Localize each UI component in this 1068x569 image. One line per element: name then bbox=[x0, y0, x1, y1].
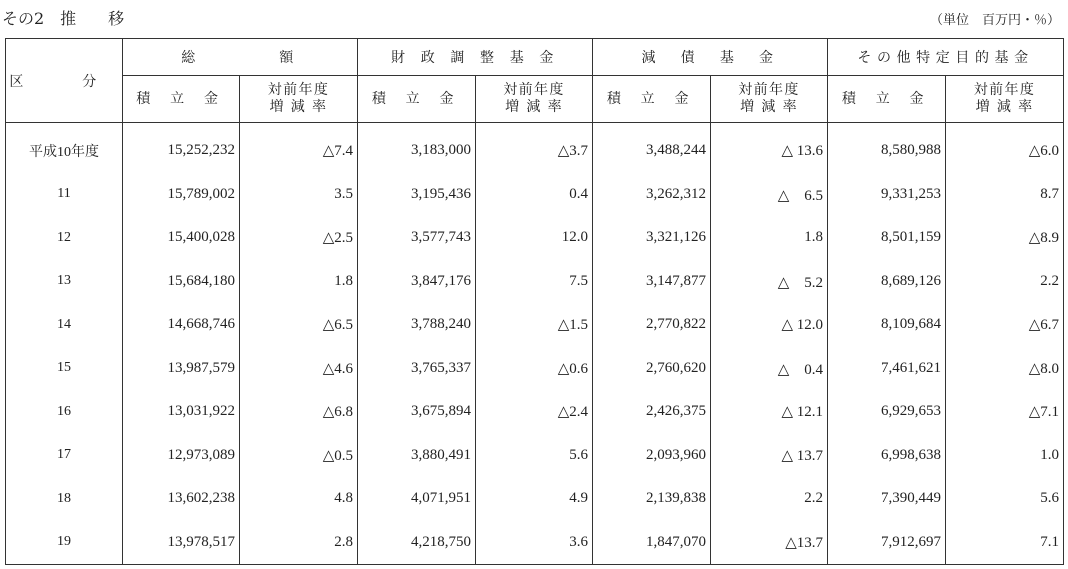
table-row bbox=[6, 390, 1064, 434]
row-year: 19 bbox=[6, 521, 123, 565]
cell-fiscal-amount: 3,195,436 bbox=[358, 173, 476, 217]
table-row bbox=[6, 477, 1064, 521]
cell-total-amount: 15,400,028 bbox=[123, 216, 240, 260]
header-row-sub bbox=[6, 76, 1064, 123]
cell-debt-rate: △ 5.2 bbox=[711, 260, 828, 304]
cell-fiscal-amount: 3,880,491 bbox=[358, 434, 476, 478]
header-amount: 積 立 金 bbox=[123, 76, 240, 123]
cell-total-rate: △7.4 bbox=[240, 123, 358, 173]
cell-total-amount: 13,978,517 bbox=[123, 521, 240, 565]
cell-fiscal-amount: 3,675,894 bbox=[358, 390, 476, 434]
table-row bbox=[6, 521, 1064, 565]
table-row bbox=[6, 347, 1064, 391]
cell-other-amount: 9,331,253 bbox=[828, 173, 946, 217]
cell-debt-amount: 2,139,838 bbox=[593, 477, 711, 521]
cell-debt-rate: △ 13.6 bbox=[711, 123, 828, 173]
cell-total-amount: 14,668,746 bbox=[123, 303, 240, 347]
cell-fiscal-rate: △2.4 bbox=[476, 390, 593, 434]
fund-trend-table bbox=[5, 38, 1064, 565]
cell-other-amount: 7,390,449 bbox=[828, 477, 946, 521]
table-row bbox=[6, 173, 1064, 217]
cell-other-rate: △8.0 bbox=[946, 347, 1064, 391]
cell-total-amount: 13,987,579 bbox=[123, 347, 240, 391]
cell-fiscal-amount: 4,218,750 bbox=[358, 521, 476, 565]
cell-fiscal-rate: 5.6 bbox=[476, 434, 593, 478]
cell-total-rate: △6.5 bbox=[240, 303, 358, 347]
cell-total-rate: △2.5 bbox=[240, 216, 358, 260]
cell-other-amount: 6,929,653 bbox=[828, 390, 946, 434]
cell-debt-amount: 2,770,822 bbox=[593, 303, 711, 347]
cell-debt-rate: 1.8 bbox=[711, 216, 828, 260]
cell-debt-amount: 2,760,620 bbox=[593, 347, 711, 391]
cell-debt-rate: △13.7 bbox=[711, 521, 828, 565]
row-year: 平成10年度 bbox=[6, 123, 123, 173]
cell-fiscal-amount: 3,577,743 bbox=[358, 216, 476, 260]
row-year: 17 bbox=[6, 434, 123, 478]
row-year: 16 bbox=[6, 390, 123, 434]
row-year: 14 bbox=[6, 303, 123, 347]
cell-total-amount: 13,602,238 bbox=[123, 477, 240, 521]
row-year: 18 bbox=[6, 477, 123, 521]
cell-total-rate: 4.8 bbox=[240, 477, 358, 521]
header-kubun: 区 分 bbox=[6, 39, 123, 123]
header-amount: 積 立 金 bbox=[593, 76, 711, 123]
cell-fiscal-rate: △1.5 bbox=[476, 303, 593, 347]
cell-debt-rate: △ 6.5 bbox=[711, 173, 828, 217]
cell-total-rate: △6.8 bbox=[240, 390, 358, 434]
cell-fiscal-amount: 4,071,951 bbox=[358, 477, 476, 521]
cell-other-rate: 8.7 bbox=[946, 173, 1064, 217]
table-row bbox=[6, 123, 1064, 173]
header-rate: 対前年度 増 減 率 bbox=[476, 76, 593, 123]
header-row-groups bbox=[6, 39, 1064, 76]
cell-debt-rate: △ 0.4 bbox=[711, 347, 828, 391]
cell-fiscal-rate: 3.6 bbox=[476, 521, 593, 565]
table-row bbox=[6, 260, 1064, 304]
header-debt-reduction-fund: 減 債 基 金 bbox=[593, 39, 828, 76]
cell-debt-amount: 2,093,960 bbox=[593, 434, 711, 478]
cell-fiscal-rate: △0.6 bbox=[476, 347, 593, 391]
cell-total-rate: △4.6 bbox=[240, 347, 358, 391]
cell-debt-rate: 2.2 bbox=[711, 477, 828, 521]
cell-debt-rate: △ 12.1 bbox=[711, 390, 828, 434]
cell-total-rate: 3.5 bbox=[240, 173, 358, 217]
cell-total-amount: 15,789,002 bbox=[123, 173, 240, 217]
header-fiscal-adjustment-fund: 財 政 調 整 基 金 bbox=[358, 39, 593, 76]
cell-fiscal-rate: 0.4 bbox=[476, 173, 593, 217]
section-title: その2 推 移 bbox=[2, 9, 125, 28]
cell-fiscal-amount: 3,788,240 bbox=[358, 303, 476, 347]
cell-other-rate: △6.0 bbox=[946, 123, 1064, 173]
cell-debt-rate: △ 13.7 bbox=[711, 434, 828, 478]
cell-total-rate: 1.8 bbox=[240, 260, 358, 304]
header-rate: 対前年度 増 減 率 bbox=[946, 76, 1064, 123]
header-rate: 対前年度 増 減 率 bbox=[711, 76, 828, 123]
cell-other-amount: 8,689,126 bbox=[828, 260, 946, 304]
cell-other-amount: 8,109,684 bbox=[828, 303, 946, 347]
cell-other-rate: 2.2 bbox=[946, 260, 1064, 304]
cell-other-amount: 8,580,988 bbox=[828, 123, 946, 173]
unit-note: （単位 百万円・％） bbox=[929, 13, 1060, 28]
table-row bbox=[6, 216, 1064, 260]
row-year: 12 bbox=[6, 216, 123, 260]
header-amount: 積 立 金 bbox=[828, 76, 946, 123]
cell-total-amount: 15,252,232 bbox=[123, 123, 240, 173]
cell-other-rate: △7.1 bbox=[946, 390, 1064, 434]
cell-other-rate: 1.0 bbox=[946, 434, 1064, 478]
cell-fiscal-amount: 3,183,000 bbox=[358, 123, 476, 173]
row-year: 13 bbox=[6, 260, 123, 304]
cell-other-amount: 7,461,621 bbox=[828, 347, 946, 391]
table-row bbox=[6, 434, 1064, 478]
cell-other-amount: 6,998,638 bbox=[828, 434, 946, 478]
cell-debt-amount: 2,426,375 bbox=[593, 390, 711, 434]
cell-other-rate: 5.6 bbox=[946, 477, 1064, 521]
cell-other-rate: △8.9 bbox=[946, 216, 1064, 260]
cell-other-amount: 7,912,697 bbox=[828, 521, 946, 565]
cell-total-amount: 13,031,922 bbox=[123, 390, 240, 434]
cell-debt-amount: 3,147,877 bbox=[593, 260, 711, 304]
cell-other-rate: △6.7 bbox=[946, 303, 1064, 347]
cell-total-rate: △0.5 bbox=[240, 434, 358, 478]
cell-fiscal-rate: 12.0 bbox=[476, 216, 593, 260]
cell-debt-amount: 3,321,126 bbox=[593, 216, 711, 260]
header-amount: 積 立 金 bbox=[358, 76, 476, 123]
cell-total-amount: 15,684,180 bbox=[123, 260, 240, 304]
cell-debt-rate: △ 12.0 bbox=[711, 303, 828, 347]
cell-fiscal-rate: △3.7 bbox=[476, 123, 593, 173]
cell-fiscal-rate: 4.9 bbox=[476, 477, 593, 521]
cell-debt-amount: 1,847,070 bbox=[593, 521, 711, 565]
header-rate: 対前年度 増 減 率 bbox=[240, 76, 358, 123]
header-other-specific-fund: その他特定目的基金 bbox=[828, 39, 1064, 76]
cell-debt-amount: 3,262,312 bbox=[593, 173, 711, 217]
row-year: 15 bbox=[6, 347, 123, 391]
cell-other-rate: 7.1 bbox=[946, 521, 1064, 565]
cell-total-amount: 12,973,089 bbox=[123, 434, 240, 478]
cell-debt-amount: 3,488,244 bbox=[593, 123, 711, 173]
cell-other-amount: 8,501,159 bbox=[828, 216, 946, 260]
row-year: 11 bbox=[6, 173, 123, 217]
cell-fiscal-amount: 3,847,176 bbox=[358, 260, 476, 304]
header-total: 総 額 bbox=[123, 39, 358, 76]
cell-fiscal-rate: 7.5 bbox=[476, 260, 593, 304]
cell-total-rate: 2.8 bbox=[240, 521, 358, 565]
table-row bbox=[6, 303, 1064, 347]
cell-fiscal-amount: 3,765,337 bbox=[358, 347, 476, 391]
